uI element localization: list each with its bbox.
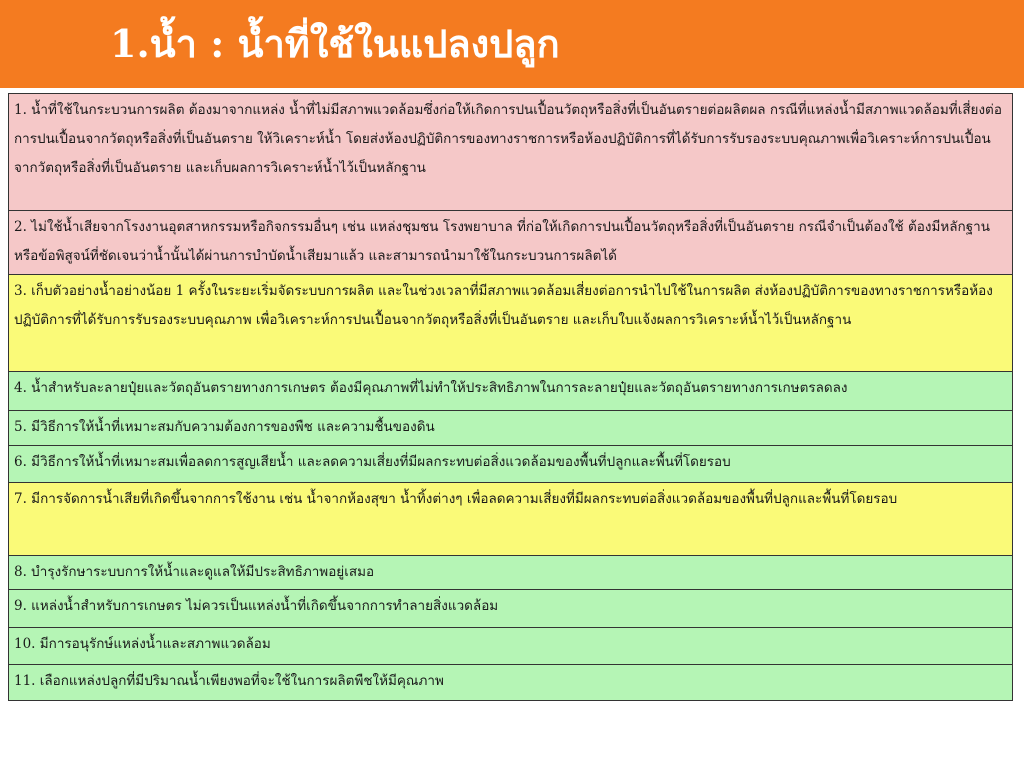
requirement-text: 8. บำรุงรักษาระบบการให้น้ำและดูแลให้มีประสิทธิภาพอยู่เสมอ <box>14 564 375 580</box>
requirement-row <box>9 411 1012 446</box>
requirement-text: 4. น้ำสำหรับละลายปุ๋ยและวัตถุอันตรายทางการเกษตร ต้องมีคุณภาพที่ไม่ทำให้ประสิทธิภาพในการละลายปุ๋ยและวัตถุอันตรายทางการเกษตรลดลง <box>14 380 848 396</box>
requirement-row <box>9 590 1012 628</box>
requirements-table <box>8 93 1013 701</box>
title-bar <box>0 0 1024 88</box>
requirement-row <box>9 94 1012 211</box>
requirement-row <box>9 446 1012 483</box>
requirement-row <box>9 372 1012 411</box>
requirement-row <box>9 556 1012 590</box>
slide-title: 1.น้ำ : น้ำที่ใช้ในแปลงปลูก <box>110 21 560 66</box>
requirement-row <box>9 628 1012 665</box>
requirement-row <box>9 211 1012 275</box>
requirement-text: 9. แหล่งน้ำสำหรับการเกษตร ไม่ควรเป็นแหล่งน้ำที่เกิดขึ้นจากการทำลายสิ่งแวดล้อม <box>14 598 499 614</box>
requirement-row <box>9 483 1012 556</box>
requirement-text: 11. เลือกแหล่งปลูกที่มีปริมาณน้ำเพียงพอที่จะใช้ในการผลิตพืชให้มีคุณภาพ <box>14 673 444 689</box>
requirement-text: 5. มีวิธีการให้น้ำที่เหมาะสมกับความต้องการของพืช และความชื้นของดิน <box>14 419 435 435</box>
requirement-text: 3. เก็บตัวอย่างน้ำอย่างน้อย 1 ครั้งในระยะเริ่มจัดระบบการผลิต และในช่วงเวลาที่มีสภาพแวดล้อมเสี่ยงต่อการนำไปใช้ในการผลิต ส่งห้องปฏิบัติการของทางราชการหรือห้องปฏิบัติการที่ได้รับการรับรองระบบคุณภาพ เพื่อวิเคราะห์การปนเปื้อนจากวัตถุหรือสิ่งที่เป็นอันตราย และเก็บใบแจ้งผลการวิเคราะห์น้ำไว้เป็นหลักฐาน <box>14 283 993 328</box>
requirement-text: 2. ไม่ใช้น้ำเสียจากโรงงานอุตสาหกรรมหรือกิจกรรมอื่นๆ เช่น แหล่งชุมชน โรงพยาบาล ที่ก่อให้เกิดการปนเปื้อนวัตถุหรือสิ่งที่เป็นอันตราย กรณีจำเป็นต้องใช้ ต้องมีหลักฐานหรือข้อพิสูจน์ที่ชัดเจนว่าน้ำนั้นได้ผ่านการบำบัดน้ำเสียมาแล้ว และสามารถนำมาใช้ในกระบวนการผลิตได้ <box>14 219 990 264</box>
requirement-row <box>9 275 1012 372</box>
requirement-text: 6. มีวิธีการให้น้ำที่เหมาะสมเพื่อลดการสูญเสียน้ำ และลดความเสี่ยงที่มีผลกระทบต่อสิ่งแวดล้อมของพื้นที่ปลูกและพื้นที่โดยรอบ <box>14 454 731 470</box>
requirement-text: 1. น้ำที่ใช้ในกระบวนการผลิต ต้องมาจากแหล่ง น้ำที่ไม่มีสภาพแวดล้อมซึ่งก่อให้เกิดการปนเปื้อนวัตถุหรือสิ่งที่เป็นอันตรายต่อผลิตผล กรณีที่แหล่งน้ำมีสภาพแวดล้อมที่เสี่ยงต่อการปนเปื้อนจากวัตถุหรือสิ่งที่เป็นอันตราย ให้วิเคราะห์น้ำ โดยส่งห้องปฏิบัติการของทางราชการหรือห้องปฏิบัติการที่ได้รับการรับรองระบบคุณภาพเพื่อวิเคราะห์การปนเปื้อนจากวัตถุหรือสิ่งที่เป็นอันตราย และเก็บผลการวิเคราะห์น้ำไว้เป็นหลักฐาน <box>14 102 1002 176</box>
requirement-text: 7. มีการจัดการน้ำเสียที่เกิดขึ้นจากการใช้งาน เช่น น้ำจากห้องสุขา น้ำทิ้งต่างๆ เพื่อลดความเสี่ยงที่มีผลกระทบต่อสิ่งแวดล้อมของพื้นที่ปลูกและพื้นที่โดยรอบ <box>14 491 898 507</box>
requirement-text: 10. มีการอนุรักษ์แหล่งน้ำและสภาพแวดล้อม <box>14 636 271 652</box>
requirement-row <box>9 665 1012 700</box>
